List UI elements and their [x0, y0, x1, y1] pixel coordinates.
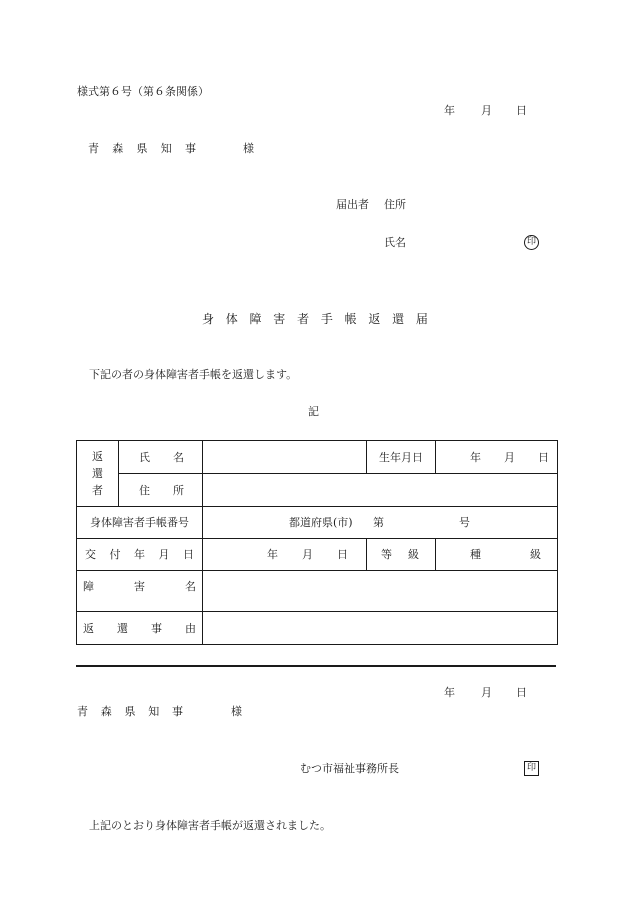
addressee-char: 県	[124, 705, 136, 718]
addressee-char: 知	[148, 705, 160, 718]
table-row	[77, 539, 558, 571]
addressee-char: 知	[160, 142, 172, 155]
addressee-char: 事	[172, 705, 183, 718]
applicant-seal	[524, 235, 539, 250]
handbook-number-field[interactable]	[203, 507, 558, 539]
label-char: 交	[85, 548, 96, 561]
label-char: 事	[151, 621, 162, 635]
table-row	[77, 441, 558, 474]
type-label: 種	[470, 548, 481, 561]
seal-mark: 印	[524, 235, 539, 250]
footer-date-month-label: 月	[481, 686, 492, 699]
applicant-name-label: 氏名	[384, 236, 406, 249]
title-char: 身	[202, 312, 215, 326]
label-char: 障	[83, 580, 94, 593]
section-divider	[76, 665, 556, 667]
grade-label-cell	[367, 539, 436, 571]
label-char: 名	[173, 450, 184, 464]
number-suffix: 号	[459, 515, 470, 529]
title-char: 害	[273, 312, 286, 326]
date-day-label: 日	[516, 104, 527, 117]
issue-date-field[interactable]	[203, 539, 367, 571]
prefecture-label: 都道府県(市)	[289, 515, 353, 529]
addressee-char: 事	[185, 142, 196, 155]
reason-field[interactable]	[203, 612, 558, 645]
returner-char: 返	[92, 450, 103, 463]
issue-month-label: 月	[302, 548, 313, 561]
grade-field[interactable]	[436, 539, 558, 571]
table-row	[77, 571, 558, 612]
address-field[interactable]	[203, 474, 558, 507]
title-char: 障	[249, 312, 262, 326]
birthdate-field[interactable]	[436, 441, 558, 474]
addressee-char: 森	[100, 705, 112, 718]
title-char: 届	[415, 312, 428, 326]
returner-char: 還	[92, 467, 103, 480]
handbook-number-label-cell	[77, 507, 203, 539]
birth-day-label: 日	[538, 450, 549, 464]
label-char: 月	[158, 548, 170, 561]
label-char: 付	[109, 548, 121, 561]
number-prefix: 第	[373, 515, 384, 529]
label-char: 等	[381, 548, 392, 561]
issue-year-label: 年	[267, 548, 278, 561]
intro-text: 下記の者の身体障害者手帳を返還します。	[89, 368, 298, 381]
birthdate-label: 生年月日	[379, 450, 423, 464]
form-number: 様式第６号（第６条関係）	[77, 85, 209, 98]
date-year-label: 年	[444, 104, 455, 117]
label-char: 由	[185, 621, 196, 635]
table-row	[77, 507, 558, 539]
table-row	[77, 474, 558, 507]
addressee-char: 青	[77, 705, 88, 718]
footer-addressee	[77, 706, 183, 717]
title-char: 体	[225, 312, 238, 326]
birthdate-label-cell	[367, 441, 436, 474]
label-char: 害	[134, 580, 145, 593]
ki-mark: 記	[308, 405, 319, 418]
label-char: 返	[83, 621, 94, 635]
handbook-number-label: 身体障害者手帳番号	[90, 516, 189, 529]
seal-mark: 印	[524, 761, 539, 776]
footer-date-day-label: 日	[516, 686, 527, 699]
table-row	[77, 612, 558, 645]
issue-date-label-cell	[77, 539, 203, 571]
birth-year-label: 年	[470, 450, 481, 464]
office-name: むつ市福祉事務所長	[300, 762, 399, 775]
returner-char: 者	[92, 484, 103, 497]
addressee-char: 森	[112, 142, 124, 155]
label-char: 所	[173, 483, 184, 497]
applicant-address-label: 住所	[384, 198, 406, 211]
addressee-honorific: 様	[243, 142, 254, 155]
disability-label-cell	[77, 571, 203, 612]
footer-date-year-label: 年	[444, 686, 455, 699]
type-grade-label: 級	[530, 548, 541, 561]
return-form-table	[76, 440, 558, 645]
birth-month-label: 月	[504, 450, 515, 464]
title-char: 帳	[344, 312, 357, 326]
name-label-cell	[119, 441, 203, 474]
title-char: 手	[320, 312, 333, 326]
label-char: 名	[185, 580, 196, 593]
reason-label-cell	[77, 612, 203, 645]
addressee-char: 青	[88, 142, 99, 155]
addressee	[88, 143, 196, 154]
title-char: 還	[392, 312, 405, 326]
label-char: 住	[139, 483, 150, 497]
date-month-label: 月	[481, 104, 492, 117]
label-char: 氏	[139, 450, 150, 464]
label-char: 日	[183, 548, 194, 561]
label-char: 還	[117, 621, 128, 635]
footer-honorific: 様	[231, 705, 242, 718]
label-char: 級	[408, 548, 419, 561]
title-char: 返	[368, 312, 381, 326]
applicant-label: 届出者	[336, 198, 369, 211]
returner-label-cell	[77, 441, 119, 507]
title-char: 者	[297, 312, 310, 326]
issue-day-label: 日	[337, 548, 348, 561]
addressee-char: 県	[136, 142, 148, 155]
label-char: 年	[134, 548, 145, 561]
confirmation-text: 上記のとおり身体障害者手帳が返還されました。	[89, 819, 331, 832]
office-seal	[524, 761, 539, 776]
address-label-cell	[119, 474, 203, 507]
document-title	[202, 313, 428, 325]
name-field[interactable]	[203, 441, 367, 474]
disability-field[interactable]	[203, 571, 558, 612]
